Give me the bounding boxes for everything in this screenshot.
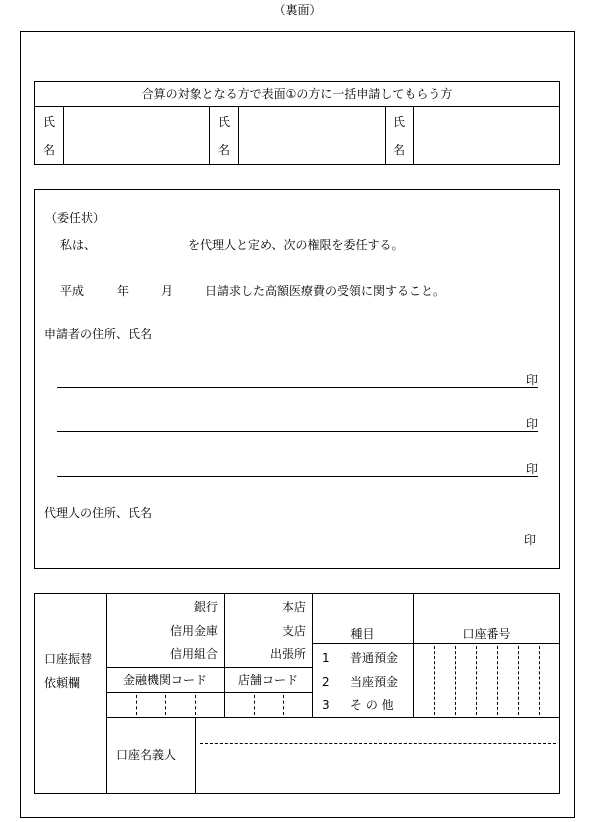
agent-name-blank[interactable]: [104, 236, 186, 252]
seal-mark: 印: [526, 462, 539, 476]
date-era: 平成: [60, 284, 85, 298]
name-field-3[interactable]: [414, 107, 559, 164]
name-label-1-b: 名: [43, 143, 56, 157]
joint-section-header: 合算の対象となる方で表面①の方に一括申請してもらう方: [141, 87, 453, 101]
seal-mark: 印: [524, 533, 537, 547]
branch-type-office: 出張所: [269, 647, 306, 661]
date-month-label: 月: [161, 284, 174, 298]
proxy-line1-suffix: を代理人と定め、次の権限を委任する。: [188, 238, 404, 252]
account-holder-label: 口座名義人: [116, 748, 177, 762]
account-type-header: 種目: [350, 627, 375, 641]
name-label-2-a: 氏: [218, 115, 231, 129]
name-label-3-a: 氏: [393, 115, 406, 129]
option-number: 3: [322, 698, 330, 712]
bank-section-label-1: 口座振替: [44, 652, 93, 666]
proxy-line1-prefix: 私は、: [60, 238, 97, 252]
name-field-2[interactable]: [239, 107, 384, 164]
option-label: そ の 他: [350, 698, 394, 712]
seal-mark: 印: [526, 417, 539, 431]
bank-type-shinkin: 信用金庫: [169, 624, 218, 638]
agent-label: 代理人の住所、氏名: [44, 506, 153, 520]
name-label-3-b: 名: [393, 143, 406, 157]
name-label-2-b: 名: [218, 143, 231, 157]
bank-code-label: 金融機関コード: [122, 673, 207, 687]
agent-signature-field[interactable]: [57, 522, 538, 552]
applicant-label: 申請者の住所、氏名: [44, 327, 153, 341]
name-label-1-a: 氏: [43, 115, 56, 129]
option-label: 当座預金: [350, 675, 399, 689]
branch-type-main: 本店: [281, 600, 306, 614]
name-field-1[interactable]: [64, 107, 208, 164]
bank-type-kumiai: 信用組合: [169, 647, 218, 661]
proxy-heading: （委任状）: [45, 211, 106, 225]
account-number-header: 口座番号: [462, 627, 511, 641]
bank-section-label-2: 依頼欄: [44, 676, 81, 690]
option-number: 1: [322, 651, 330, 665]
bank-type-bank: 銀行: [193, 600, 218, 614]
branch-code-label: 店舗コード: [237, 673, 298, 687]
branch-type-branch: 支店: [281, 624, 306, 638]
option-label: 普通預金: [350, 651, 399, 665]
date-day-text: 日請求した高額医療費の受領に関すること。: [205, 284, 446, 298]
page-title: （裏面）: [273, 3, 322, 17]
option-number: 2: [322, 675, 330, 689]
seal-mark: 印: [526, 373, 539, 387]
date-year-label: 年: [117, 284, 130, 298]
